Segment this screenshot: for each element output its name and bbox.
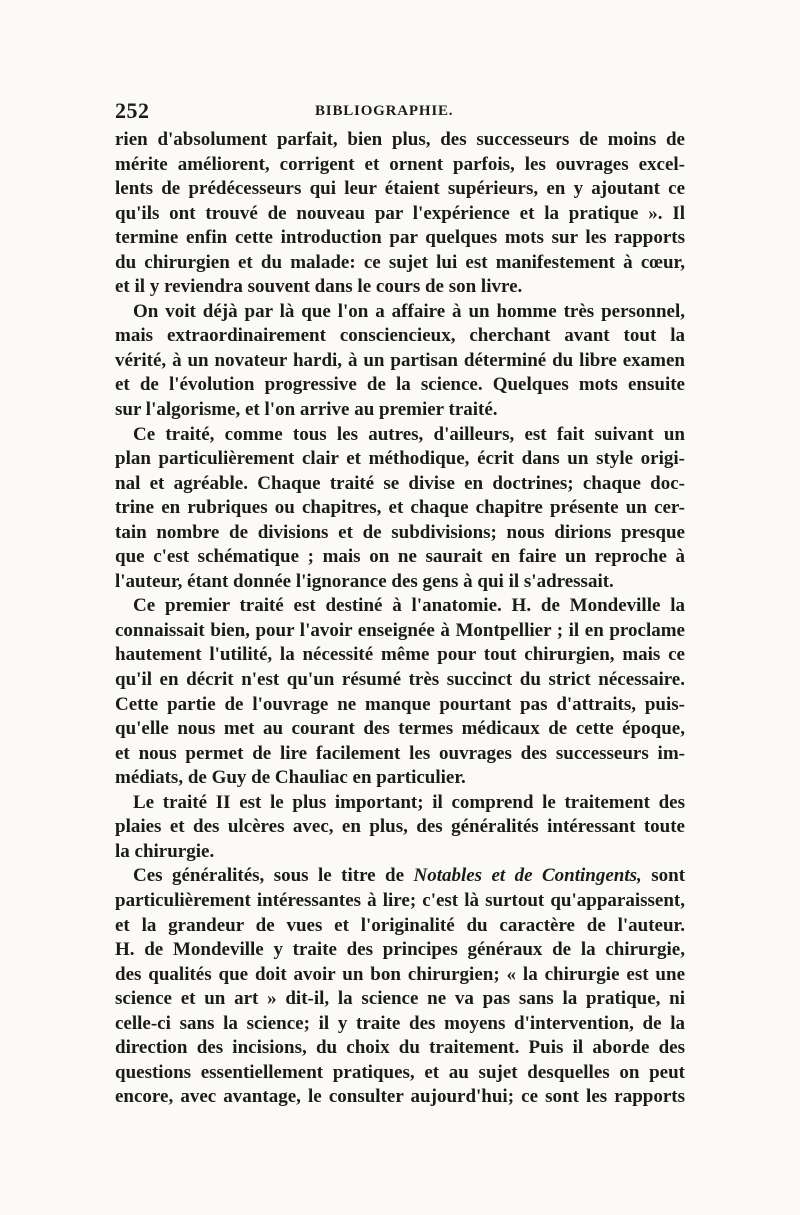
- text-line: Cette partie de l'ouvrage ne manque pourtant pas d'attraits, puis-: [115, 693, 685, 715]
- text-line: que c'est schématique ; mais on ne saurait en faire un reproche à: [115, 546, 685, 568]
- text-segment: sont: [651, 865, 685, 887]
- text-line: et de l'évolution progressive de la science. Quelques mots ensuite: [115, 374, 685, 396]
- text-line: nal et agréable. Chaque traité se divise en doctrines; chaque doc-: [115, 472, 685, 494]
- text-line: particulièrement intéressantes à lire; c'est là surtout qu'apparaissent,: [115, 889, 685, 911]
- text-line: tain nombre de divisions et de subdivisions; nous dirions presque: [115, 521, 685, 543]
- text-line: direction des incisions, du choix du traitement. Puis il aborde des: [115, 1037, 685, 1059]
- text-line: encore, avec avantage, le consulter aujourd'hui; ce sont les rapports: [115, 1086, 685, 1108]
- text-line: qu'elle nous met au courant des termes médicaux de cette époque,: [115, 718, 685, 740]
- text-line: qu'ils ont trouvé de nouveau par l'expérience et la pratique ». Il: [115, 202, 685, 224]
- text-line: science et un art » dit-il, la science ne va pas sans la pratique, ni: [115, 988, 685, 1010]
- text-line: lents de prédécesseurs qui leur étaient supérieurs, en y ajoutant ce: [115, 178, 685, 200]
- text-line: sur l'algorisme, et l'on arrive au premier traité.: [115, 399, 498, 421]
- text-line: celle-ci sans la science; il y traite des moyens d'intervention, de la: [115, 1012, 685, 1034]
- paragraph-first-line: Ce premier traité est destiné à l'anatomie. H. de Mondeville la: [133, 595, 685, 617]
- italic-title: Notables et de Contingents,: [413, 865, 642, 887]
- text-line: plaies et des ulcères avec, en plus, des généralités intéressant toute: [115, 816, 685, 838]
- paragraph-first-line: On voit déjà par là que l'on a affaire à un homme très personnel,: [133, 300, 685, 322]
- text-line: connaissait bien, pour l'avoir enseignée à Montpellier ; il en proclame: [115, 619, 685, 641]
- text-segment: Ces généralités, sous le titre de: [133, 865, 405, 887]
- page-number: 252: [115, 98, 150, 123]
- text-line: des qualités que doit avoir un bon chirurgien; « la chirurgie est une: [115, 963, 685, 985]
- running-title: BIBLIOGRAPHIE.: [315, 103, 454, 119]
- text-line: vérité, à un novateur hardi, à un partisan déterminé du libre examen: [115, 349, 685, 371]
- text-line: l'auteur, étant donnée l'ignorance des gens à qui il s'adressait.: [115, 570, 614, 592]
- text-line: la chirurgie.: [115, 840, 215, 862]
- text-line: qu'il en décrit n'est qu'un résumé très succinct du strict nécessaire.: [115, 669, 685, 691]
- text-line: mérite améliorent, corrigent et ornent parfois, les ouvrages excel-: [115, 153, 685, 175]
- text-line: du chirurgien et du malade: ce sujet lui est manifestement à cœur,: [115, 251, 685, 273]
- text-line: et nous permet de lire facilement les ouvrages des successeurs im-: [115, 742, 685, 764]
- paragraph-first-line: [115, 864, 685, 889]
- body-text: [115, 128, 685, 1110]
- text-line: termine enfin cette introduction par quelques mots sur les rapports: [115, 227, 685, 249]
- text-line: et il y reviendra souvent dans le cours de son livre.: [115, 276, 523, 298]
- text-line: et la grandeur de vues et l'originalité du caractère de l'auteur.: [115, 914, 685, 936]
- text-line: plan particulièrement clair et méthodique, écrit dans un style origi-: [115, 448, 685, 470]
- text-line: rien d'absolument parfait, bien plus, des successeurs de moins de: [115, 129, 685, 150]
- text-line: mais extraordinairement consciencieux, cherchant avant tout la: [115, 325, 685, 347]
- text-line: H. de Mondeville y traite des principes généraux de la chirurgie,: [115, 939, 685, 961]
- paragraph-first-line: Le traité II est le plus important; il comprend le traitement des: [133, 791, 685, 813]
- text-line: hautement l'utilité, la nécessité même pour tout chirurgien, mais ce: [115, 644, 685, 666]
- text-line: médiats, de Guy de Chauliac en particulier.: [115, 767, 466, 789]
- running-head: [115, 98, 685, 122]
- text-line: questions essentiellement pratiques, et au sujet desquelles on peut: [115, 1061, 685, 1083]
- text-line: trine en rubriques ou chapitres, et chaque chapitre présente un cer-: [115, 497, 685, 519]
- paragraph-first-line: Ce traité, comme tous les autres, d'ailleurs, est fait suivant un: [133, 423, 685, 445]
